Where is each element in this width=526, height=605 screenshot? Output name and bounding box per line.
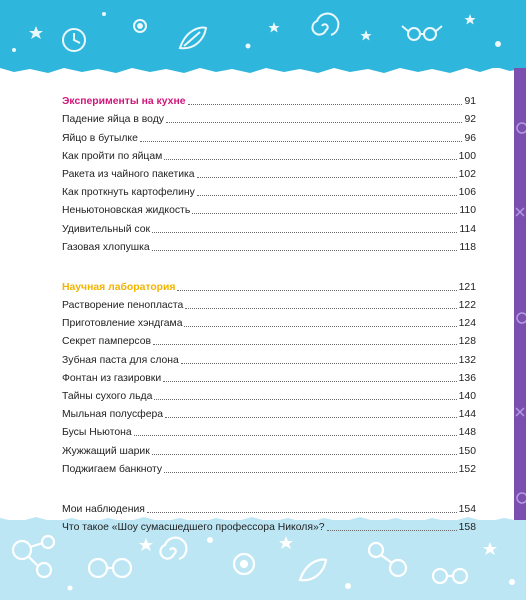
toc-entry[interactable] xyxy=(62,330,476,348)
toc-section-extras xyxy=(62,498,476,534)
eye-icon xyxy=(234,554,254,574)
toc-entry[interactable] xyxy=(62,421,476,439)
leaf-icon xyxy=(180,28,206,49)
entry-title: Поджигаем банкноту xyxy=(62,463,163,475)
spiral-icon xyxy=(160,538,186,559)
toc-entry[interactable] xyxy=(62,126,476,144)
section-heading[interactable] xyxy=(62,90,476,108)
dot-leader xyxy=(164,472,457,473)
entry-title: Ракета из чайного пакетика xyxy=(62,168,195,180)
page-number: 110 xyxy=(459,205,476,217)
page-number: 124 xyxy=(458,318,476,330)
entry-title: Бусы Ньютона xyxy=(62,427,132,439)
page-number: 106 xyxy=(458,187,476,199)
dot-leader xyxy=(177,290,456,291)
toc-entry[interactable] xyxy=(62,108,476,126)
dot-leader xyxy=(185,308,456,309)
star-icon xyxy=(279,536,293,549)
page-number: 128 xyxy=(458,336,476,348)
entry-title: Приготовление хэндгама xyxy=(62,318,183,330)
table-of-contents xyxy=(62,90,476,534)
dot-leader xyxy=(152,250,458,251)
dot-leader xyxy=(134,435,457,436)
toc-entry[interactable] xyxy=(62,458,476,476)
leaf-icon xyxy=(300,560,326,581)
toc-entry[interactable] xyxy=(62,236,476,254)
toc-entry[interactable] xyxy=(62,516,476,534)
page-number: 91 xyxy=(464,96,476,108)
entry-title: Жужжащий шарик xyxy=(62,445,150,457)
page-number: 118 xyxy=(459,241,476,253)
page-number: 152 xyxy=(458,463,476,475)
molecule-icon xyxy=(369,543,406,576)
dot-leader xyxy=(192,213,457,214)
dot-leader xyxy=(154,399,456,400)
page-number: 92 xyxy=(464,114,476,126)
toc-entry[interactable] xyxy=(62,498,476,516)
toc-entry[interactable] xyxy=(62,403,476,421)
dot-leader xyxy=(165,417,457,418)
section-title: Научная лаборатория xyxy=(62,281,176,293)
dot-leader xyxy=(153,344,457,345)
toc-entry[interactable] xyxy=(62,367,476,385)
toc-entry[interactable] xyxy=(62,439,476,457)
star-icon xyxy=(269,22,280,33)
star-icon xyxy=(361,30,372,41)
entry-title: Зубная паста для слона xyxy=(62,354,179,366)
glasses-icon xyxy=(89,559,131,577)
toc-entry[interactable] xyxy=(62,348,476,366)
star-icon xyxy=(483,542,497,555)
toc-entry[interactable] xyxy=(62,145,476,163)
eye-icon xyxy=(134,20,146,32)
entry-title: Мыльная полусфера xyxy=(62,409,164,421)
page-number: 148 xyxy=(458,427,476,439)
page-number: 158 xyxy=(458,522,476,534)
dot-leader xyxy=(164,159,456,160)
dot-leader xyxy=(197,195,457,196)
entry-title: Мои наблюдения xyxy=(62,503,145,515)
page-number: 132 xyxy=(458,354,476,366)
toc-entry[interactable] xyxy=(62,385,476,403)
entry-title: Тайны сухого льда xyxy=(62,391,153,402)
toc-entry[interactable] xyxy=(62,163,476,181)
glasses-icon xyxy=(402,26,442,40)
page-number: 154 xyxy=(458,503,476,515)
star-icon xyxy=(29,26,43,39)
entry-title: Яйцо в бутылке xyxy=(62,132,138,144)
toc-entry[interactable] xyxy=(62,181,476,199)
entry-title: Как проткнуть картофелину xyxy=(62,187,195,199)
star-icon xyxy=(465,14,476,25)
page-number: 100 xyxy=(458,150,476,162)
toc-entry[interactable] xyxy=(62,217,476,235)
spiral-icon xyxy=(312,14,338,35)
page-number: 136 xyxy=(458,372,476,384)
entry-title: Фонтан из газировки xyxy=(62,372,162,384)
section-heading[interactable] xyxy=(62,276,476,294)
spacer xyxy=(62,254,476,276)
entry-title: Что такое «Шоу сумасшедшего профессора Николя»? xyxy=(62,522,325,534)
star-icon xyxy=(139,538,153,551)
page-number: 121 xyxy=(458,281,476,293)
entry-title: Неньютоновская жидкость xyxy=(62,205,191,217)
entry-title: Секрет памперсов xyxy=(62,336,152,348)
entry-title: Как пройти по яйцам xyxy=(62,150,163,162)
page-number: 102 xyxy=(458,168,476,180)
page-number: 114 xyxy=(459,223,476,235)
toc-section-kitchen xyxy=(62,90,476,254)
entry-title: Удивительный сок xyxy=(62,223,151,235)
dot-leader xyxy=(181,363,457,364)
toc-section-laboratory xyxy=(62,276,476,476)
entry-title: Падение яйца в воду xyxy=(62,114,164,126)
dot-leader xyxy=(163,381,457,382)
page-number: 96 xyxy=(464,132,476,144)
entry-title: Газовая хлопушка xyxy=(62,241,150,253)
entry-title: Растворение пенопласта xyxy=(62,300,184,312)
page-number: 140 xyxy=(458,391,476,402)
section-title: Эксперименты на кухне xyxy=(62,96,186,108)
torn-edge xyxy=(0,58,526,78)
clock-icon xyxy=(63,29,85,51)
dot-leader xyxy=(166,122,462,123)
dot-leader xyxy=(188,104,463,105)
dot-leader xyxy=(197,177,457,178)
dot-leader xyxy=(184,326,456,327)
toc-entry[interactable] xyxy=(62,312,476,330)
toc-entry[interactable] xyxy=(62,294,476,312)
dot-leader xyxy=(140,141,463,142)
dot-leader xyxy=(327,530,457,531)
page-number: 144 xyxy=(458,409,476,421)
dot-leader xyxy=(152,454,457,455)
dot-leader xyxy=(147,512,457,513)
molecule-icon xyxy=(13,536,54,577)
page-number: 122 xyxy=(458,300,476,312)
toc-entry[interactable] xyxy=(62,199,476,217)
glasses-icon xyxy=(433,569,467,583)
dot-leader xyxy=(152,232,457,233)
page-number: 150 xyxy=(458,445,476,457)
spacer xyxy=(62,476,476,498)
